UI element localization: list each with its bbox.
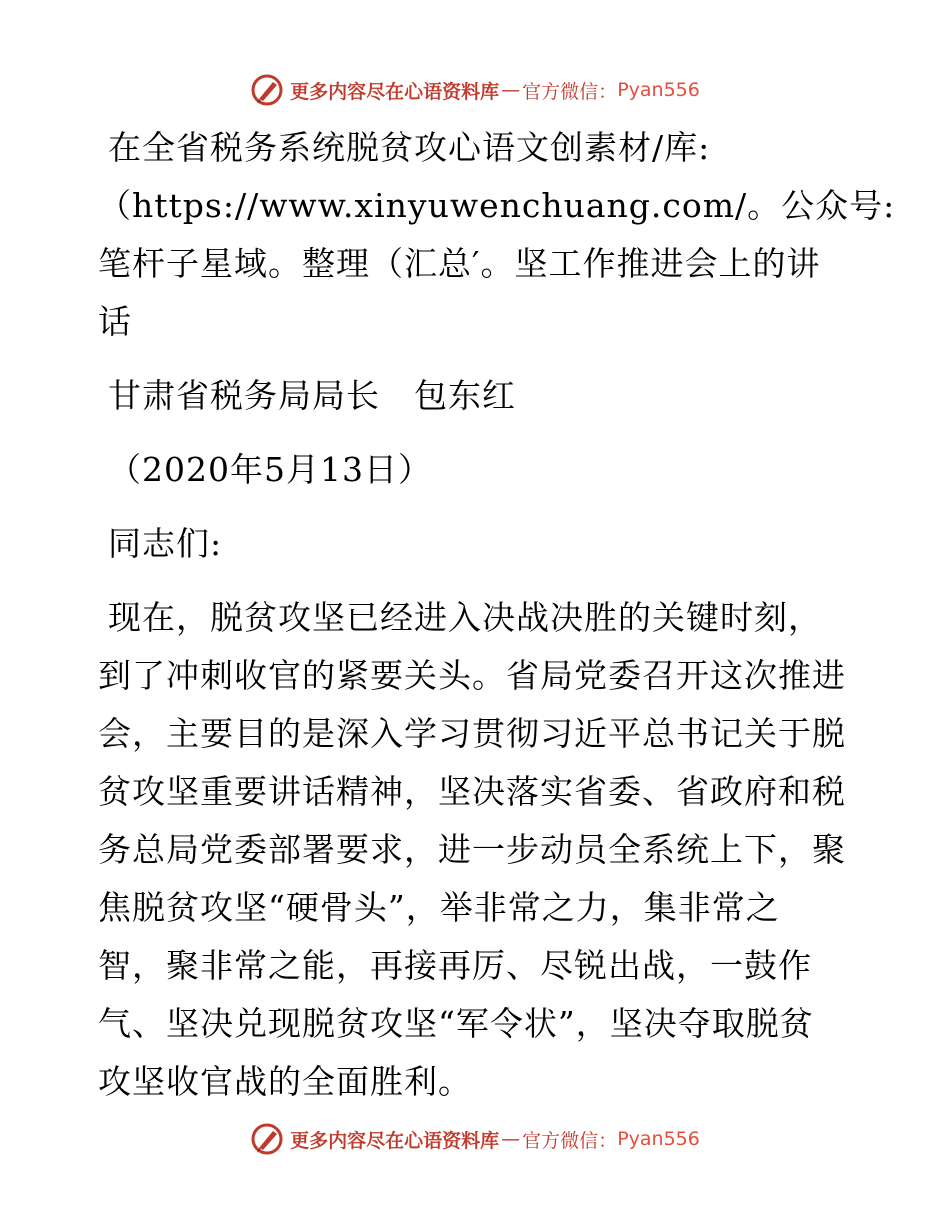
title-line-1: 在全省税务系统脱贫攻心语文创素材/库: bbox=[108, 128, 711, 167]
body-line: 攻坚收官战的全面胜利。 bbox=[98, 1062, 472, 1101]
pen-logo-icon bbox=[250, 1122, 284, 1156]
banner-wechat-label: 官方微信： bbox=[522, 80, 618, 103]
title-line-3: 笔杆子星域。整理（汇总′。坚工作推进会上的讲 bbox=[98, 244, 821, 283]
date-line: （2020年5月13日） bbox=[108, 450, 432, 489]
body-line: 会，主要目的是深入学习贯彻习近平总书记关于脱 bbox=[98, 714, 846, 753]
pen-logo-icon bbox=[250, 73, 284, 107]
footer-banner bbox=[0, 1119, 950, 1159]
body-line: 智，聚非常之能，再接再厉、尽锐出战，一鼓作 bbox=[98, 946, 812, 985]
body-line: 焦脱贫攻坚“硬骨头”，举非常之力，集非常之 bbox=[98, 888, 780, 927]
header-banner bbox=[0, 70, 950, 110]
banner-main-text: 更多内容尽在心语资料库 bbox=[290, 80, 500, 103]
banner-wechat-id: Pyan556 bbox=[617, 1128, 700, 1150]
banner-dash: — bbox=[501, 79, 521, 101]
title-line-2: （https://www.xinyuwenchuang.com/。公众号: bbox=[98, 186, 896, 225]
salutation-line: 同志们: bbox=[108, 524, 223, 563]
banner-wechat-label: 官方微信： bbox=[522, 1129, 618, 1152]
banner-main-text: 更多内容尽在心语资料库 bbox=[290, 1129, 500, 1152]
body-line: 到了冲刺收官的紧要关头。省局党委召开这次推进 bbox=[98, 656, 846, 695]
body-line: 务总局党委部署要求，进一步动员全系统上下，聚 bbox=[98, 830, 846, 869]
banner-wechat-id: Pyan556 bbox=[617, 79, 700, 101]
title-line-4: 话 bbox=[98, 302, 132, 341]
body-line: 现在，脱贫攻坚已经进入决战决胜的关键时刻， bbox=[108, 598, 822, 637]
author-line: 甘肃省税务局局长 包东红 bbox=[108, 376, 516, 415]
body-line: 贫攻坚重要讲话精神，坚决落实省委、省政府和税 bbox=[98, 772, 846, 811]
banner-dash: — bbox=[501, 1128, 521, 1150]
body-line: 气、坚决兑现脱贫攻坚“军令状”，坚决夺取脱贫 bbox=[98, 1004, 814, 1043]
